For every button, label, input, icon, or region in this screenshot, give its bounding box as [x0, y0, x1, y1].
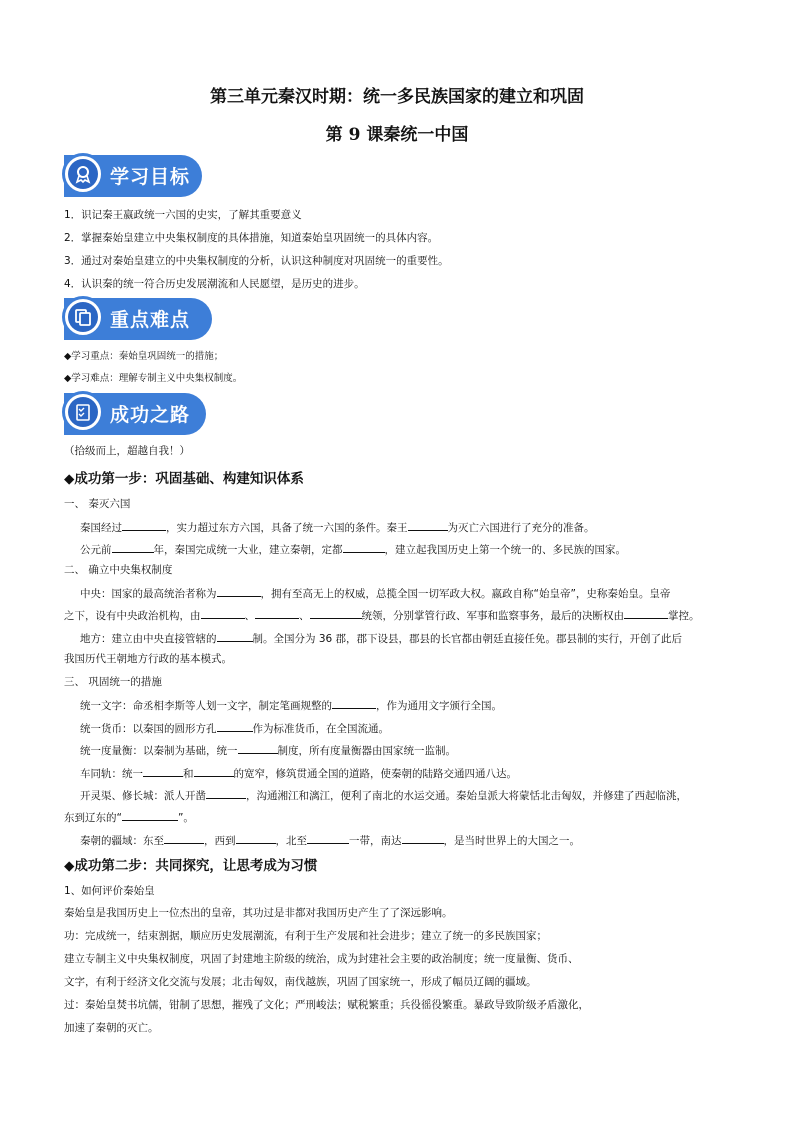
s3-line2: 统一货币：以秦国的圆形方孔 作为标准货币，在全国流通。 — [80, 720, 389, 736]
copy-icon — [62, 296, 104, 338]
goal-item: 4．认识秦的统一符合历史发展潮流和人民愿望，是历史的进步。 — [64, 278, 365, 290]
motto: （拾级而上，超越自我！） — [64, 445, 190, 457]
s3-line1: 统一文字：命丞相李斯等人划一文字，制定笔画规整的 ，作为通用文字颁行全国。 — [80, 697, 502, 713]
answer-line: 文字，有利于经济文化交流与发展；北击匈奴，南伐越族，巩固了国家统一，形成了幅员辽阔的疆域。 — [64, 976, 537, 988]
s1-line1: 秦国经过 ，实力超过东方六国，具备了统一六国的条件。秦王 为灭亡六国进行了充分的准备。 — [80, 519, 595, 535]
key-points-banner-label: 重点难点 — [110, 309, 191, 331]
key-point-item: ◆学习难点：理解专制主义中央集权制度。 — [64, 373, 243, 384]
s1-line2: 公元前 年，秦国完成统一大业，建立秦朝，定都 ，建立起我国历史上第一个统一的、多民族的国家。 — [80, 541, 626, 557]
answer-line: 加速了秦朝的灭亡。 — [64, 1022, 159, 1034]
question-1: 1、如何评价秦始皇 — [64, 885, 155, 897]
section2-title: 二、 确立中央集权制度 — [64, 564, 173, 576]
unit-title: 第三单元秦汉时期：统一多民族国家的建立和巩固 — [210, 87, 584, 107]
s3-line6: 东到辽东的“ ”。 — [64, 809, 194, 825]
section1-title: 一、 秦灭六国 — [64, 498, 131, 510]
lesson-title: 第 9 课秦统一中国 — [325, 125, 469, 145]
step1-heading: ◆成功第一步：巩固基础、构建知识体系 — [64, 471, 304, 487]
section3-title: 三、 巩固统一的措施 — [64, 676, 162, 688]
path-banner-label: 成功之路 — [110, 404, 191, 426]
goals-banner-label: 学习目标 — [110, 166, 191, 188]
award-icon — [62, 153, 104, 195]
checklist-icon — [62, 391, 104, 433]
answer-line: 功：完成统一，结束割据，顺应历史发展潮流，有利于生产发展和社会进步；建立了统一的多民族国家； — [64, 930, 547, 942]
answer-line: 建立专制主义中央集权制度，巩固了封建地主阶级的统治，成为封建社会主要的政治制度；统一度量衡、货币、 — [64, 953, 579, 965]
answer-line: 秦始皇是我国历史上一位杰出的皇帝，其功过是非都对我国历史产生了了深远影响。 — [64, 907, 453, 919]
step2-heading: ◆成功第二步：共同探究，让思考成为习惯 — [64, 858, 318, 874]
s2-line2: 之下，设有中央政治机构，由 、 、 统领，分别掌管行政、军事和监察事务，最后的决断权由 掌控。 — [64, 607, 700, 623]
answer-line: 过：秦始皇焚书坑儒，钳制了思想，摧残了文化；严刑峻法；赋税繁重；兵役徭役繁重。暴政导致阶级矛盾激化， — [64, 999, 589, 1011]
goal-item: 2．掌握秦始皇建立中央集权制度的具体措施，知道秦始皇巩固统一的具体内容。 — [64, 232, 439, 244]
s3-line7: 秦朝的疆域：东至 ，西到 ，北至 一带，南达 ，是当时世界上的大国之一。 — [80, 832, 580, 848]
goal-item: 1．识记秦王嬴政统一六国的史实，了解其重要意义 — [64, 209, 302, 221]
goals-banner — [64, 155, 202, 197]
s2-line3: 地方：建立由中央直接管辖的 制。全国分为 36 郡，郡下设县，郡县的长官都由朝廷直接任免。郡县制的实行，开创了此后 — [80, 630, 682, 646]
key-points-banner — [64, 298, 212, 340]
path-banner — [64, 393, 206, 435]
goal-item: 3．通过对秦始皇建立的中央集权制度的分析，认识这种制度对巩固统一的重要性。 — [64, 255, 449, 267]
s3-line3: 统一度量衡：以秦制为基础，统一 制度，所有度量衡器由国家统一监制。 — [80, 742, 456, 758]
s3-line4: 车同轨：统一 和 的宽窄，修筑贯通全国的道路，使秦朝的陆路交通四通八达。 — [80, 765, 517, 781]
s2-line1: 中央：国家的最高统治者称为 ，拥有至高无上的权威，总揽全国一切军政大权。嬴政自称“始皇帝”，史称秦始皇。皇帝 — [80, 585, 670, 601]
key-point-item: ◆学习重点：秦始皇巩固统一的措施； — [64, 351, 224, 362]
s3-line5: 开灵渠、修长城：派人开凿 ，沟通湘江和漓江，便利了南北的水运交通。秦始皇派大将蒙恬北击匈奴，并修建了西起临洮， — [80, 787, 687, 803]
s2-line4: 我国历代王朝地方行政的基本模式。 — [64, 653, 232, 665]
